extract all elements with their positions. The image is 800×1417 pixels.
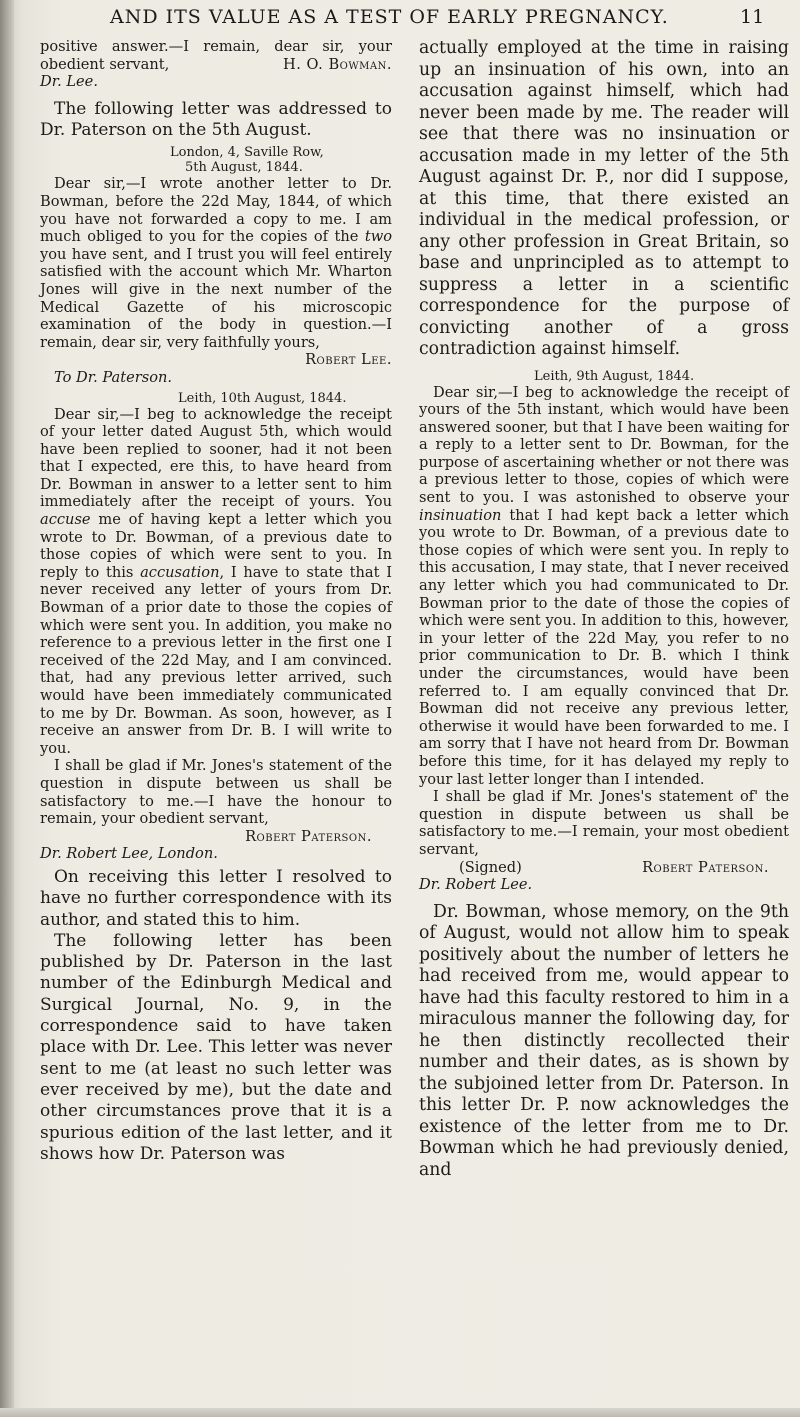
signature: Robert Lee.: [305, 351, 392, 369]
signed-note: (Signed): [459, 858, 522, 876]
letter-text: Dear sir,—I beg to acknowledge the receipt of your letter dated August 5th, which would have been replied to sooner, had it not been that I expected, ere this, to have heard from Dr. Bowman in answer to a letter sent to him immediately after the receipt of yours. You: [40, 405, 392, 511]
letter-body: [419, 384, 789, 789]
emphasis: accuse: [40, 511, 91, 529]
paragraph: The following letter was addressed to Dr. Paterson on the 5th August.: [40, 98, 392, 141]
left-column: [40, 38, 392, 1165]
letter-text: that I had kept back a letter which you wrote to Dr. Bowman, of a previous date to those copies of which were sent you. In reply to this accusation, I may state, that I never received any letter which you had communicated to Dr. Bowman prior to the date of those the copies of which were sent you. In addition to this, however, in your letter of the 22d May, you refer to no prior communication to Dr. B. which I think under the circumstances, would have been referred to. I am equally convinced that Dr. Bowman did not receive any previous letter, otherwise it would have been forwarded to me. I am sorry that I have not heard from Dr. Bowman before this time, for it has delayed my reply to your last letter longer than I intended.: [419, 506, 789, 788]
right-column: [419, 38, 789, 1181]
letter-text: you have sent, and I trust you will feel entirely satisfied with the account which Mr. Wharton Jones will give in the next number of the Medical Gazette of his microscopic examination of the body in question.—I remain, dear sir, very faithfully yours,: [40, 245, 392, 351]
page-number: 11: [740, 6, 765, 28]
signature: Robert Paterson.: [245, 827, 372, 845]
letter-text: me of having kept a letter which you wrote to Dr. Bowman, of a previous date to those copies of which were sent to you. In reply to this: [40, 511, 392, 581]
signature-row: [419, 859, 789, 877]
addressee: Dr. Robert Lee.: [419, 876, 533, 894]
addressee: Dr. Robert Lee, London.: [40, 845, 218, 863]
addressee: To Dr. Paterson.: [54, 368, 173, 386]
paragraph: Dr. Bowman, whose memory, on the 9th of August, would not allow him to speak positively about the number of letters he had received from me, would appear to have had this faculty restored to him in a miraculous manner the following day, for he then distinctly recollected their number and their dates, as is shown by the subjoined letter from Dr. Paterson. In this letter Dr. P. now acknowledges the existence of the letter from me to Dr. Bowman which he had previously denied, and: [419, 901, 789, 1180]
emphasis: insinuation: [419, 506, 502, 524]
paragraph: [40, 38, 392, 73]
paragraph-text: positive answer.—I remain, dear sir, your obedient servant,: [40, 38, 392, 73]
letter-body: [40, 175, 392, 351]
letter-dateline: 5th August, 1844.: [185, 160, 303, 176]
paragraph: On receiving this letter I resolved to have no further correspondence with its author, and stated this to him.: [40, 866, 392, 930]
emphasis: two: [364, 228, 392, 246]
letter-dateline: London, 4, Saville Row,: [170, 145, 324, 161]
letter-body: I shall be glad if Mr. Jones's statement of the question in dispute between us shall be satisfactory to me.—I have the honour to remain, your obedient servant,: [40, 757, 392, 828]
signature: Robert Paterson.: [642, 858, 769, 876]
letter-dateline: Leith, 9th August, 1844.: [534, 368, 695, 384]
running-head: AND ITS VALUE AS A TEST OF EARLY PREGNANCY.: [110, 6, 669, 28]
paragraph: The following letter has been published by Dr. Paterson in the last number of the Edinburgh Medical and Surgical Journal, No. 9, in the correspondence said to have taken place with Dr. Lee. This letter was never sent to me (at least no such letter was ever received by me), but the date and other circumstances prove that it is a spurious edition of the last letter, and it shows how Dr. Paterson was: [40, 930, 392, 1164]
signature: H. O. Bowman.: [283, 55, 392, 73]
letter-text: , I have to state that I never received any letter of yours from Dr. Bowman of a prior date to those the copies of which were sent you. In addition, you make no reference to a previous letter in the first one I received of the 22d May, and I am convinced. that, had any previous letter arrived, such would have been immediately communicated to me by Dr. Bowman. As soon, however, as I receive an answer from Dr. B. I will write to you.: [40, 563, 392, 757]
emphasis: accusation: [140, 563, 220, 581]
page-spine-shadow: [0, 0, 14, 1417]
letter-text: Dear sir,—I beg to acknowledge the receipt of yours of the 5th instant, which would have been answered sooner, but that I have been waiting for a reply to a letter sent to Dr. Bowman, for the purpose of ascertaining whether or not there was a previous letter to those, copies of which were sent to you. I was astonished to observe your: [419, 383, 789, 507]
page-bottom-edge: [0, 1408, 800, 1417]
letter-text: Dear sir,—I wrote another letter to Dr. Bowman, before the 22d May, 1844, of which you have not forwarded a copy to me. I am much obliged to you for the copies of the: [40, 175, 392, 246]
paragraph: actually employed at the time in raising up an insinuation of his own, into an accusation against himself, which had never been made by me. The reader will see that there was no insinuation or accusation made in my letter of the 5th August against Dr. P., nor did I suppose, at this time, that there existed an individual in the medical profession, or any other profession in Great Britain, so base and unprincipled as to attempt to suppress a letter in a scientific correspondence for the purpose of convicting another of a gross contradiction against himself.: [419, 38, 789, 359]
letter-body: I shall be glad if Mr. Jones's statement of' the question in dispute between us shall be satisfactory to me.—I remain, your most obedient servant,: [419, 788, 789, 858]
letter-body: [40, 406, 392, 758]
letter-dateline: Leith, 10th August, 1844.: [178, 390, 347, 406]
addressee: Dr. Lee.: [40, 73, 98, 91]
